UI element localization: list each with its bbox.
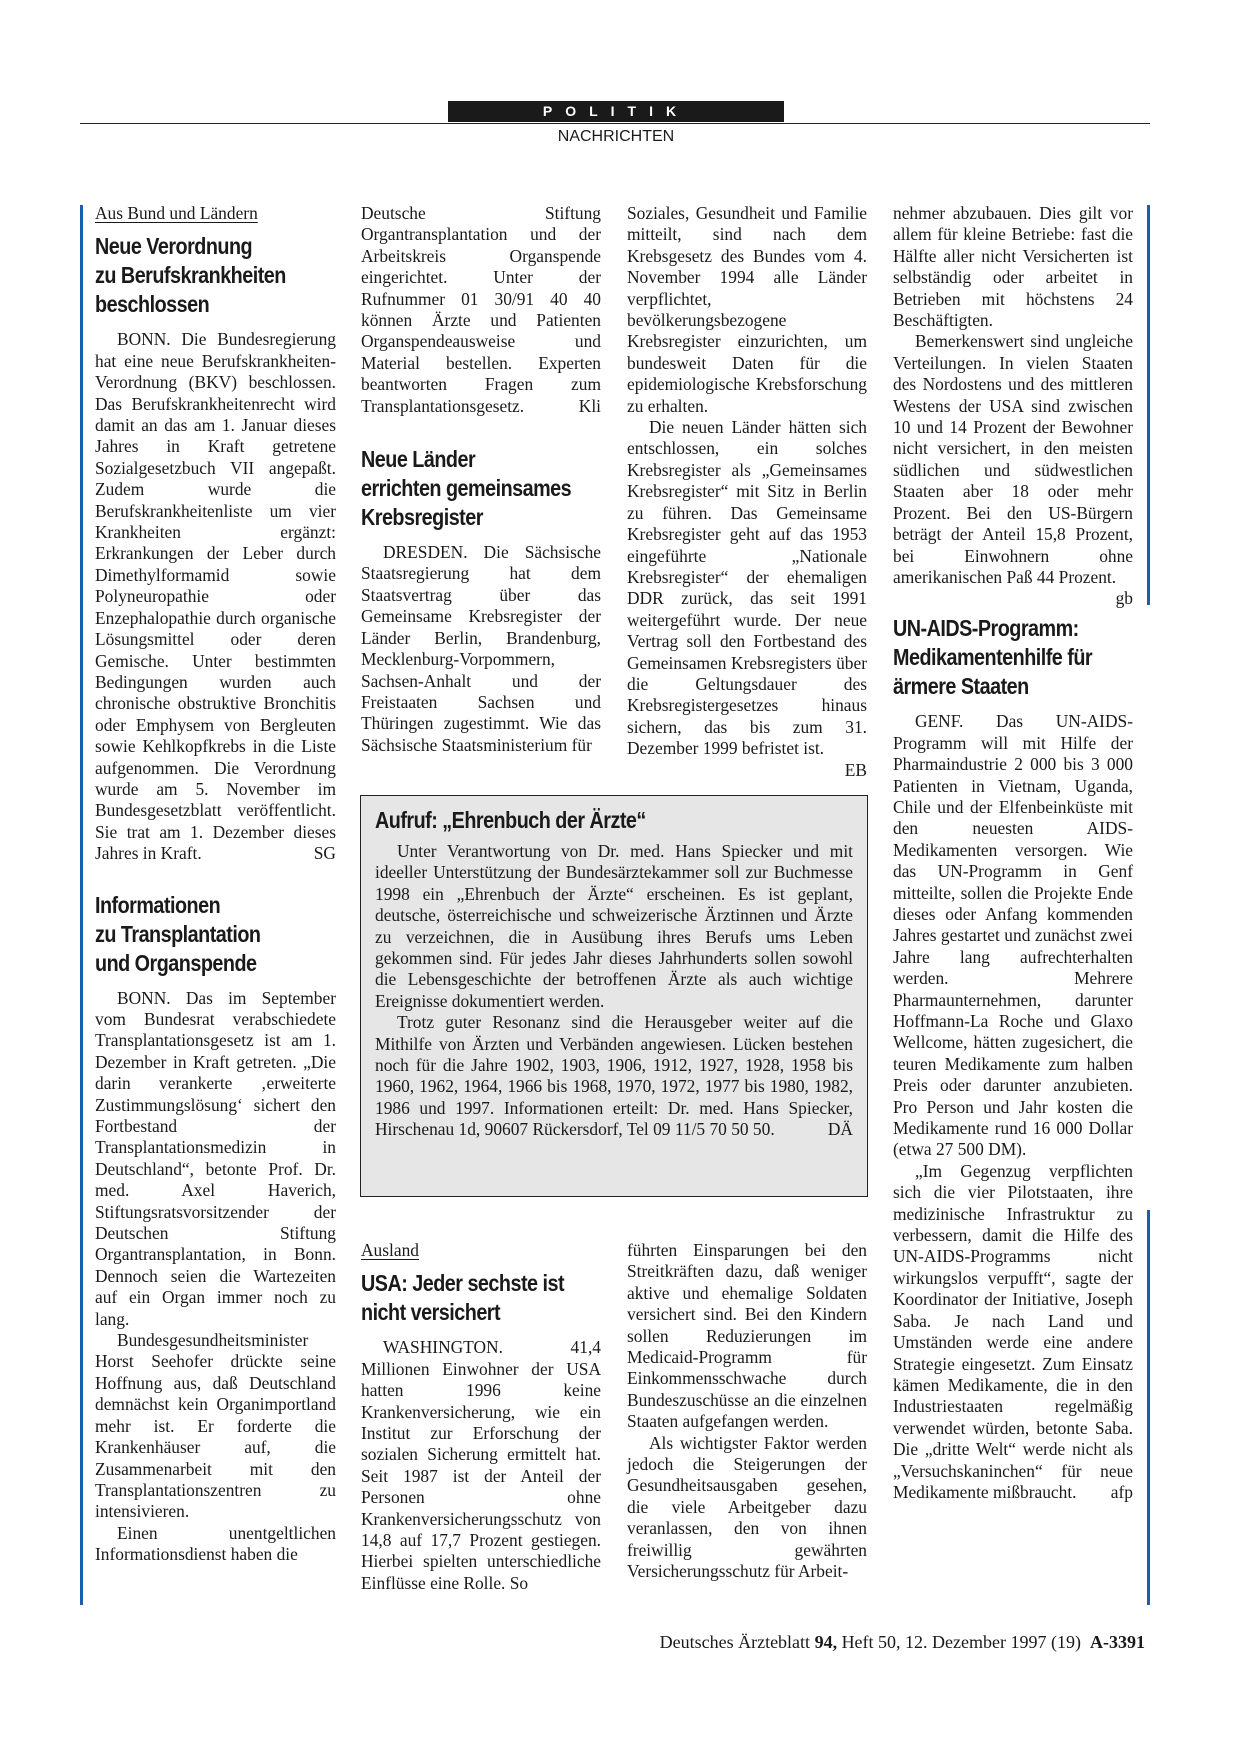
box-headline: Aufruf: „Ehrenbuch der Ärzte“	[375, 807, 646, 833]
headline: UN-AIDS-Programm: Medikamentenhilfe für ärmere Staaten	[893, 615, 1093, 700]
page-footer	[660, 1632, 1145, 1653]
headline: Neue Länder errichten gemeinsames Krebsregister	[361, 446, 572, 531]
column-3	[627, 203, 867, 781]
subsection-label: NACHRICHTEN	[557, 128, 675, 145]
article-paragraph: Deutsche Stiftung Organtransplantation und der Arbeitskreis Organspende eingerichtet. Unter der Rufnummer 01 30/91 40 40 können Ärzte und Patienten Organspendeausweise und Material bestellen. Experten beantworten Fragen zum Transplantationsgesetz. Kli	[361, 203, 601, 416]
article-paragraph: führten Einsparungen bei den Streitkräften dazu, daß weniger aktive und ehemalige Soldaten versichert sind. Bei den Kindern sollen Reduzierungen im Medicaid-Programm für Einkommensschwache durch Bundeszuschüsse an die einzelnen Staaten aufgefangen werden.	[627, 1240, 867, 1432]
rubric: Aus Bund und Ländern	[95, 203, 258, 223]
article-paragraph: Als wichtigster Faktor werden jedoch die Steigerungen der Gesundheitsausgaben gesehen, die viele Arbeitgeber dazu veranlassen, den von ihnen freiwillig gewährten Versicherungsschutz für Arbeit-	[627, 1432, 867, 1582]
author-signature: EB	[844, 759, 867, 780]
column-2	[361, 203, 601, 756]
article-paragraph: nehmer abzubauen. Dies gilt vor allem für kleine Betriebe: fast die Hälfte aller nicht Versicherten ist selbständig oder arbeitet in Betrieben mit höchstens 24 Beschäftigten.	[893, 203, 1133, 331]
article-paragraph: GENF. Das UN-AIDS-Programm will mit Hilfe der Pharmaindustrie 2 000 bis 3 000 Patienten in Vietnam, Uganda, Chile und der Elfenbeinküste mit den neuesten AIDS-Medikamenten versorgen. Wie das UN-Programm in Genf mitteilte, sollen die Projekte Ende dieses oder Anfang kommenden Jahres gestartet und zunächst zwei Jahre lang aufrechterhalten werden. Mehrere Pharmaunternehmen, darunter Hoffmann-La Roche und Glaxo Wellcome, hätten zugesichert, die teuren Medikamente zum halben Preis oder darunter anzubieten. Pro Person und Jahr kosten die Medikamente rund 16 000 Dollar (etwa 27 500 DM).	[893, 711, 1133, 1160]
column-marker-right	[1147, 205, 1150, 605]
ausland-column-3	[627, 1240, 867, 1583]
rubric: Ausland	[361, 1240, 419, 1260]
header-rule	[80, 123, 1150, 124]
column-marker-right-lower	[1147, 1210, 1150, 1605]
article-paragraph: Soziales, Gesundheit und Familie mitteilt, sind nach dem Krebsgesetz des Bundes vom 4. November 1994 alle Länder verpflichtet, bevölkerungsbezogene Krebsregister einzurichten, um bundesweit Daten für die epidemiologische Krebsforschung zu erhalten.	[627, 203, 867, 416]
headline: Informationen zu Transplantation und Organspende	[95, 891, 261, 976]
box-paragraph: Trotz guter Resonanz sind die Herausgeber weiter auf die Mithilfe von Ärzten und Verbänden angewiesen. Lücken bestehen noch für die Jahre 1902, 1903, 1906, 1912, 1927, 1928, 1958 bis 1960, 1962, 1964, 1966 bis 1968, 1970, 1972, 1977 bis 1980, 1982, 1986 und 1997. Informationen erteilt: Dr. med. Hans Spiecker, Hirschenau 1d, 90607 Rückersdorf, Tel 09 11/5 70 50 50. DÄ	[375, 1012, 853, 1140]
column-marker-left	[80, 205, 83, 1605]
article-paragraph: Bundesgesundheitsminister Horst Seehofer drückte seine Hoffnung aus, daß Deutschland demnächst kein Organimportland mehr ist. Er forderte die Krankenhäuser auf, die Zusammenarbeit mit den Transplantationszentren zu intensivieren.	[95, 1330, 336, 1522]
issue-info: Heft 50, 12. Dezember 1997 (19)	[841, 1632, 1081, 1652]
article-paragraph: WASHINGTON. 41,4 Millionen Einwohner der USA hatten 1996 keine Krankenversicherung, wie ein Institut zur Erforschung der sozialen Sicherung ermittelt hat. Seit 1987 ist der Anteil der Personen ohne Krankenversicherungsschutz von 14,8 auf 17,7 Prozent gestiegen. Hierbei spielten unterschiedliche Einflüsse eine Rolle. So	[361, 1337, 601, 1593]
column-1	[95, 203, 336, 1566]
headline: Neue Verordnung zu Berufskrankheiten beschlossen	[95, 233, 286, 318]
article-paragraph: „Im Gegenzug verpflichten sich die vier Pilotstaaten, ihre medizinische Infrastruktur zu verbessern, damit die Hilfe des UN-AIDS-Programms nicht wirkungslos verpufft“, sagte der Koordinator der Initiative, Joseph Saba. Je nach Land und Umständen werde eine andere Strategie eingesetzt. Zum Einsatz kämen Medikamente, die in den Industriestaaten regelmäßig verwendet würden, betonte Saba. Die „dritte Welt“ werde nicht als „Versuchskaninchen“ für neue Medikamente mißbraucht. afp	[893, 1160, 1133, 1502]
author-signature: DÄ	[827, 1119, 853, 1140]
box-paragraph: Unter Verantwortung von Dr. med. Hans Spiecker und mit ideeller Unterstützung der Bundesärztekammer soll zur Buchmesse 1998 ein „Ehrenbuch der Ärzte“ erscheinen. Es ist geplant, deutsche, österreichische und schweizerische Ärztinnen und Ärzte zu verzeichnen, die in Ausübung ihres Berufs ums Leben gekommen sind. Für jedes Jahr dieses Jahrhunderts sollen sowohl die Lebensgeschichte der betroffenen Ärzte als auch wichtige Ereignisse dokumentiert werden.	[375, 841, 853, 1011]
journal-name: Deutsches Ärzteblatt	[659, 1632, 811, 1652]
article-paragraph: BONN. Die Bundesregierung hat eine neue Berufskrankheiten-Verordnung (BKV) beschlossen. Das Berufskrankheitenrecht wird damit an das am 1. Januar dieses Jahres in Kraft getretene Sozialgesetzbuch VII angepaßt. Zudem wurde die Berufskrankheitenliste um vier Krankheiten ergänzt: Erkrankungen der Leber durch Dimethylformamid sowie Polyneuropathie oder Enzephalopathie durch organische Lösungsmittel oder deren Gemische. Unter bestimmten Bedingungen wurden auch chronische obstruktive Bronchitis oder Emphysem von Bergleuten sowie Kehlkopfkrebs in die Liste aufgenommen. Die Verordnung wurde am 5. November im Bundesgesetzblatt veröffentlicht. Sie trat am 1. Dezember dieses Jahres in Kraft. SG	[95, 329, 336, 864]
ausland-column-2	[361, 1240, 601, 1594]
article-paragraph: BONN. Das im September vom Bundesrat verabschiedete Transplantationsgesetz ist am 1. Dezember in Kraft getreten. „Die darin verankerte ‚erweiterte Zustimmungslösung‘ sichert den Fortbestand der Transplantationsmedizin in Deutschland“, betonte Prof. Dr. med. Axel Haverich, Stiftungsratsvorsitzender der Deutschen Stiftung Organtransplantation, in Bonn. Dennoch seien die Wartezeiten auf ein Organ immer noch zu lang.	[95, 987, 336, 1329]
column-4	[893, 203, 1133, 1503]
headline: USA: Jeder sechste ist nicht versichert	[361, 1270, 565, 1326]
author-signature: SG	[313, 843, 336, 864]
author-signature: gb	[1115, 588, 1133, 609]
author-signature: afp	[1110, 1481, 1133, 1502]
volume: 94,	[814, 1632, 838, 1652]
section-label: POLITIK	[448, 101, 784, 122]
call-box	[360, 795, 868, 1197]
article-paragraph: Einen unentgeltlichen Informationsdienst haben die	[95, 1522, 336, 1565]
page-number: A-3391	[1090, 1632, 1145, 1652]
article-paragraph: Die neuen Länder hätten sich entschlossen, ein solches Krebsregister als „Gemeinsames Krebsregister“ mit Sitz in Berlin zu führen. Das Gemeinsame Krebsregister geht auf das 1953 eingeführte „Nationale Krebsregister“ der ehemaligen DDR zurück, das seit 1991 weitergeführt wurde. Der neue Vertrag soll den Fortbestand des Gemeinsamen Krebsregisters über die Geltungsdauer des Krebsregistergesetzes hinaus sichern, das bis zum 31. Dezember 1999 befristet ist. EB	[627, 417, 867, 780]
article-paragraph: Bemerkenswert sind ungleiche Verteilungen. In vielen Staaten des Nordostens und des mittleren Westens der USA sind zwischen 10 und 14 Prozent der Bewohner nicht versichert, in den meisten südlichen und südwestlichen Staaten aber 18 oder mehr Prozent. Bei den US-Bürgern beträgt der Anteil 15,8 Prozent, bei Einwohnern ohne amerikanischen Paß 44 Prozent. gb	[893, 331, 1133, 609]
author-signature: Kli	[578, 395, 601, 416]
article-paragraph: DRESDEN. Die Sächsische Staatsregierung hat dem Staatsvertrag über das Gemeinsame Krebsregister der Länder Berlin, Brandenburg, Mecklenburg-Vorpommern, Sachsen-Anhalt und der Freistaaten Sachsen und Thüringen zugestimmt. Wie das Sächsische Staatsministerium für	[361, 542, 601, 755]
